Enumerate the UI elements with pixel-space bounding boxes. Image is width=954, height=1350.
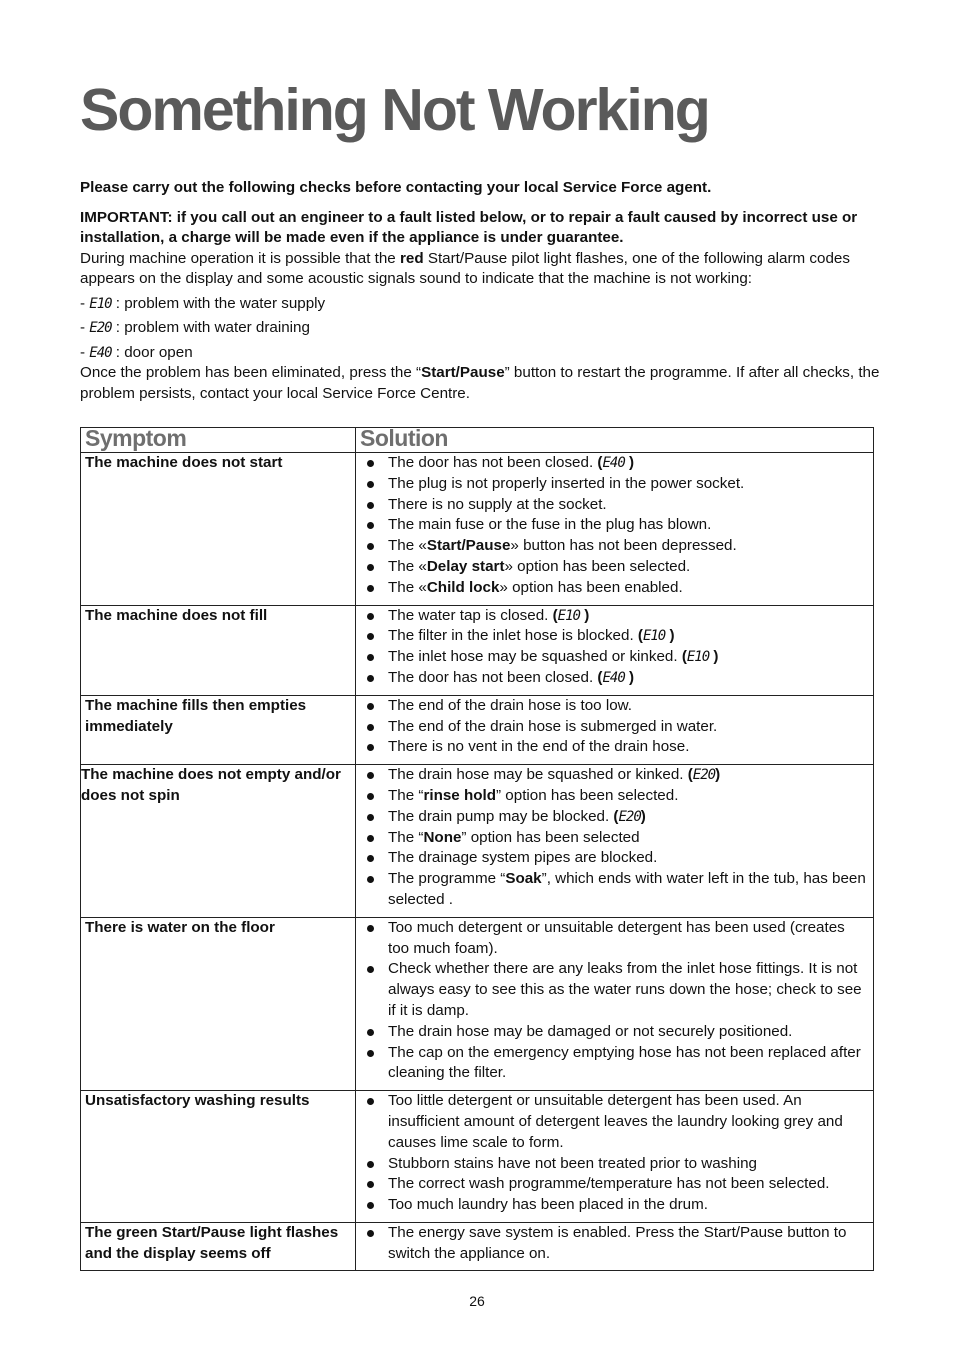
table-body (81, 453, 874, 1271)
solution-cell (356, 917, 874, 1090)
code-display: E10 (89, 295, 112, 312)
solution-list (364, 1223, 869, 1265)
list-item: The “None” option has been selected (364, 828, 869, 849)
list-item: The «Child lock» option has been enabled. (364, 578, 869, 599)
troubleshooting-table (80, 427, 874, 1271)
symptom-cell: The machine does not fill (81, 605, 356, 695)
solution-cell (356, 695, 874, 764)
page-number: 26 (469, 1293, 485, 1309)
list-item: Too much detergent or unsuitable detergent has been used (creates too much foam). (364, 918, 869, 960)
solution-cell (356, 453, 874, 606)
solution-list (364, 696, 869, 758)
list-item: The cap on the emergency emptying hose has not been replaced after cleaning the filter. (364, 1043, 869, 1085)
code-display: E20 (692, 767, 716, 784)
list-item: The «Delay start» option has been selected. (364, 557, 869, 578)
solution-list (364, 918, 869, 1084)
list-item: The door has not been closed. (E40 ) (364, 668, 869, 689)
solution-cell (356, 1091, 874, 1223)
table-row (81, 917, 874, 1090)
solution-list (364, 1091, 869, 1216)
list-item: The energy save system is enabled. Press the Start/Pause button to switch the appliance on. (364, 1223, 869, 1265)
red-word: red (399, 249, 424, 267)
operation-text: During machine operation it is possible that the red Start/Pause pilot light flashes, one of the following alarm codes appears on the display and some acoustic signals sound to indicate that the machine is not working: (80, 249, 850, 287)
alarm-code-e10: - E10 : problem with the water supply (80, 294, 326, 312)
code-display: E10 (686, 649, 710, 666)
header-solution: Solution (356, 428, 874, 453)
solution-list (364, 606, 869, 689)
code-display: E20 (618, 808, 641, 825)
list-item: The end of the drain hose is too low. (364, 696, 869, 717)
list-item: The “rinse hold” option has been selected. (364, 786, 869, 807)
solution-cell (356, 1222, 874, 1271)
list-item: Too much laundry has been placed in the drum. (364, 1195, 869, 1216)
symptom-cell: The machine does not empty and/or does not spin (81, 765, 356, 918)
solution-list (364, 765, 869, 911)
important-notice: IMPORTANT: if you call out an engineer to a fault listed below, or to repair a fault caused by incorrect use or installation, a charge will be made even if the appliance is under guarantee. (80, 208, 858, 246)
symptom-cell: There is water on the floor (81, 917, 356, 1090)
list-item: Check whether there are any leaks from the inlet hose fittings. It is not always easy to see this as the water runs down the hose; check to see if it is damp. (364, 959, 869, 1021)
list-item: The programme “Soak”, which ends with water left in the tub, has been selected . (364, 869, 869, 911)
solution-cell (356, 765, 874, 918)
symptom-cell: Unsatisfactory washing results (81, 1091, 356, 1223)
table-row (81, 695, 874, 764)
header-symptom: Symptom (81, 428, 356, 453)
table-row (81, 1091, 874, 1223)
list-item: The «Start/Pause» button has not been depressed. (364, 536, 869, 557)
restart-text: Once the problem has been eliminated, press the “Start/Pause” button to restart the programme. If after all checks, the problem persists, contact your local Service Force Centre. (80, 364, 880, 402)
list-item: The main fuse or the fuse in the plug has blown. (364, 515, 869, 536)
list-item: The correct wash programme/temperature has not been selected. (364, 1174, 869, 1195)
code-display: E40 (89, 344, 112, 361)
list-item: There is no supply at the socket. (364, 495, 869, 516)
list-item: The door has not been closed. (E40 ) (364, 453, 869, 474)
solution-cell (356, 605, 874, 695)
list-item: The end of the drain hose is submerged in water. (364, 717, 869, 738)
solution-list (364, 453, 869, 599)
code-display: E10 (557, 607, 580, 624)
table-row (81, 1222, 874, 1271)
list-item: The filter in the inlet hose is blocked. (E10 ) (364, 626, 869, 647)
list-item: The drain pump may be blocked. (E20) (364, 807, 869, 828)
list-item: Too little detergent or unsuitable detergent has been used. An insufficient amount of detergent leaves the laundry looking grey and causes lime scale to form. (364, 1091, 869, 1153)
code-display: E40 (602, 669, 625, 686)
list-item: The plug is not properly inserted in the power socket. (364, 474, 869, 495)
table-header-row (81, 428, 874, 453)
check-notice: Please carry out the following checks before contacting your local Service Force agent. (80, 179, 712, 196)
code-display: E40 (602, 455, 625, 471)
symptom-cell: The machine fills then empties immediately (81, 695, 356, 764)
page-title: Something Not Working (80, 77, 709, 143)
intro-section (80, 178, 880, 404)
list-item: The water tap is closed. (E10 ) (364, 606, 869, 627)
code-display: E20 (89, 320, 112, 336)
list-item: The drain hose may be damaged or not securely positioned. (364, 1022, 869, 1043)
alarm-code-e40: - E40 : door open (80, 343, 193, 361)
symptom-cell: The green Start/Pause light flashes and the display seems off (81, 1222, 356, 1271)
list-item: Stubborn stains have not been treated prior to washing (364, 1154, 869, 1175)
list-item: The drain hose may be squashed or kinked. (E20) (364, 765, 869, 786)
list-item: The drainage system pipes are blocked. (364, 848, 869, 869)
list-item: The inlet hose may be squashed or kinked. (E10 ) (364, 647, 869, 668)
list-item: There is no vent in the end of the drain hose. (364, 737, 869, 758)
table-row (81, 765, 874, 918)
code-display: E10 (642, 628, 666, 645)
table-row (81, 605, 874, 695)
alarm-code-e20: - E20 : problem with water draining (80, 319, 310, 336)
symptom-cell: The machine does not start (81, 453, 356, 606)
table-row (81, 453, 874, 606)
